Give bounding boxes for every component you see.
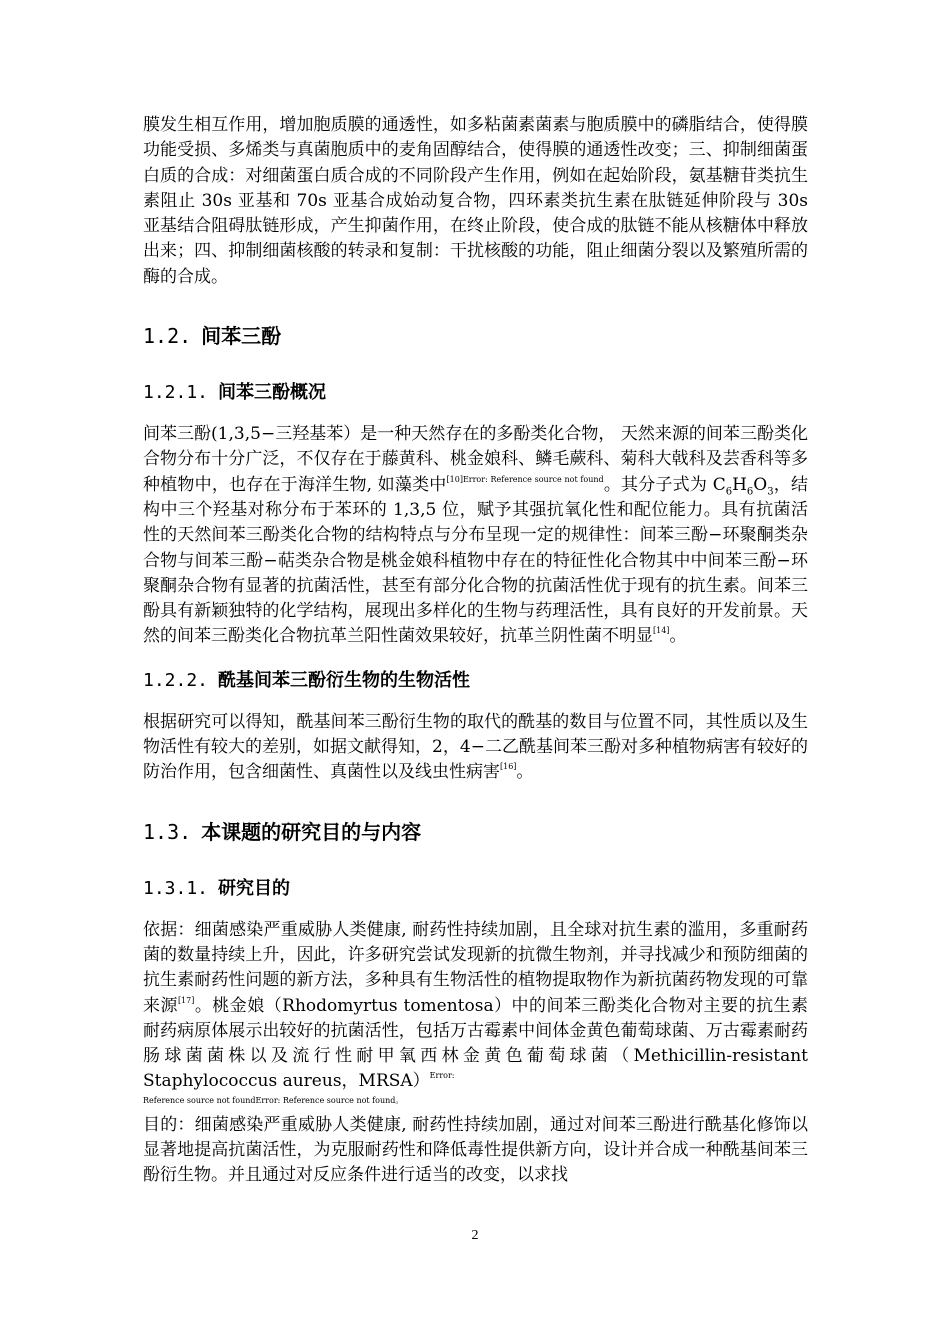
text-run: O bbox=[753, 474, 768, 495]
heading-1-2 bbox=[143, 322, 808, 350]
text-run: 依据：细菌感染严重威胁人类健康, 耐药性持续加剧，且全球对抗生素的滥用，多重耐药菌的数量持续上升，因此，许多研究尝试发现新的抗微生物剂，并寻找减少和预防细菌的抗生素耐药性问题的新方法，多种具有生物活性的植物提取物作为新抗菌药物发现的可靠来源 bbox=[143, 919, 808, 1016]
text-run: 间苯三酚(1,3,5−三羟基苯）是一种天然存在的多酚类化合物， 天然来源的间苯三酚类化合物分布十分广泛，不仅存在于藤黄科、桃金娘科、鳞毛蕨科、菊科大戟科及芸香科等多种植物中，也存在于海洋生物, 如藻类中 bbox=[143, 424, 808, 495]
paragraph-phloroglucinol-overview bbox=[143, 422, 808, 650]
text-run: 。桃金娘（Rhodomyrtus tomentosa）中的间苯三酚类化合物对主要的抗生素耐药病原体展示出较好的抗菌活性，包括万古霉素中间体金黄色葡萄球菌、万古霉素耐药肠球菌菌株以及流行性耐甲氧西林金黄色葡萄球菌（Methicillin-resistant Staphylococcus aureus，MRSA） bbox=[143, 995, 809, 1092]
document-page bbox=[143, 113, 808, 1189]
text-run: ，结构中三个羟基对称分布于苯环的 1,3,5 位，赋予其强抗氧化性和配位能力。具有抗菌活性的天然间苯三酚类化合物的结构特点与分布呈现一定的规律性：间苯三酚−环聚酮类杂合物与间苯三酚−萜类杂合物是桃金娘科植物中存在的特征性化合物其中中间苯三酚−环聚酮杂合物有显著的抗菌活性，甚至有部分化合物的抗菌活性优于现有的抗生素。间苯三酚具有新颖独特的化学结构，展现出多样化的生物与药理活性，具有良好的开发前景。天然的间苯三酚类化合物抗革兰阳性菌效果较好，抗革兰阴性菌不明显 bbox=[143, 474, 809, 647]
heading-number: 1.3. bbox=[143, 819, 192, 844]
text-run: 。 bbox=[669, 626, 687, 647]
text-run: Reference source not foundError: Reference source not found bbox=[143, 1095, 396, 1105]
paragraph-research-basis bbox=[143, 918, 808, 1095]
heading-number: 1.2.1. bbox=[143, 382, 209, 404]
heading-number: 1.2.2. bbox=[143, 669, 209, 691]
heading-title: 酰基间苯三酚衍生物的生物活性 bbox=[218, 669, 471, 691]
subscript: 6 bbox=[725, 486, 733, 498]
heading-1-2-1 bbox=[143, 380, 808, 406]
text-run: 。其分子式为 C bbox=[603, 474, 726, 495]
text-run: H bbox=[732, 474, 747, 495]
paragraph-research-goal: 目的：细菌感染严重威胁人类健康, 耐药性持续加剧，通过对间苯三酚进行酰基化修饰以显著地提高抗菌活性，为克服耐药性和降低毒性提供新方向，设计并合成一种酰基间苯三酚衍生物。并且通过对反应条件进行适当的改变，以求找 bbox=[143, 1114, 808, 1186]
text-run: 根据研究可以得知，酰基间苯三酚衍生物的取代的酰基的数目与位置不同，其性质以及生物活性有较大的差别，如据文献得知，2，4−二乙酰基间苯三酚对多种植物病害有较好的防治作用，包含细菌性、真菌性以及线虫性病害 bbox=[143, 711, 808, 783]
text-run: 。 bbox=[395, 1095, 404, 1105]
heading-number: 1.3.1. bbox=[143, 877, 209, 899]
heading-title: 本课题的研究目的与内容 bbox=[201, 819, 422, 844]
citation-ref: [14] bbox=[653, 626, 670, 636]
citation-ref: [10]Error: Reference source not found bbox=[446, 474, 604, 484]
heading-title: 间苯三酚 bbox=[201, 324, 282, 349]
reference-error-line bbox=[143, 1095, 808, 1107]
citation-ref: [17] bbox=[177, 995, 195, 1005]
heading-1-3 bbox=[143, 818, 808, 846]
heading-1-2-2 bbox=[143, 668, 808, 694]
heading-1-3-1 bbox=[143, 876, 808, 902]
subscript: 3 bbox=[767, 486, 774, 498]
heading-title: 间苯三酚概况 bbox=[218, 382, 327, 404]
text-run: 。 bbox=[516, 762, 534, 783]
paragraph-acyl-derivatives bbox=[143, 710, 808, 786]
citation-ref: [16] bbox=[500, 762, 517, 772]
page-number: 2 bbox=[471, 1228, 479, 1243]
paragraph-antibiotic-mechanisms: 膜发生相互作用，增加胞质膜的通透性，如多粘菌素菌素与胞质膜中的磷脂结合，使得膜功能受损、多烯类与真菌胞质中的麦角固醇结合，使得膜的通透性改变；三、抑制细菌蛋白质的合成：对细菌蛋白质合成的不同阶段产生作用，例如在起始阶段，氨基糖苷类抗生素阻止 30s 亚基和 70s 亚基合成始动复合物，四环素类抗生素在肽链延伸阶段与 30s 亚基结合阻碍肽链形成，产生抑菌作用，在终止阶段，使合成的肽链不能从核糖体中释放出来；四、抑制细菌核酸的转录和复制：干扰核酸的功能，阻止细菌分裂以及繁殖所需的酶的合成。 bbox=[143, 115, 808, 287]
heading-title: 研究目的 bbox=[218, 877, 291, 899]
citation-ref: Error: bbox=[429, 1071, 455, 1081]
subscript: 6 bbox=[746, 486, 754, 498]
heading-number: 1.2. bbox=[143, 324, 192, 349]
